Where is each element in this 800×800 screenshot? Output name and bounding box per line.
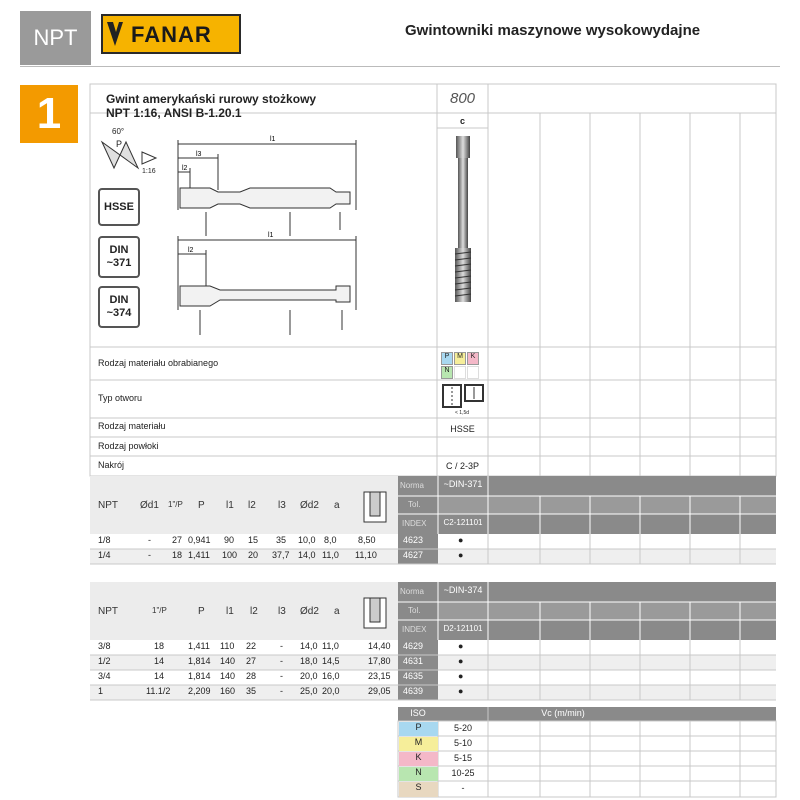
cell-x: 17,80 — [368, 656, 391, 666]
t2-col-l1: l1 — [226, 606, 234, 617]
cell-x: 14,40 — [368, 641, 391, 651]
badge-din-374: DIN ~374 — [98, 286, 140, 328]
cell-x: 29,05 — [368, 686, 391, 696]
tool-material-value: HSSE — [450, 424, 475, 434]
cell-l3: 35 — [276, 535, 287, 545]
table-row — [0, 686, 800, 701]
cell-tpi: 14 — [154, 656, 165, 666]
cell-l3: 37,7 — [272, 550, 290, 560]
chamfer-value: C / 2-3P — [445, 461, 479, 471]
chip-m: M — [454, 352, 466, 365]
t1-norma-label: Norma — [400, 481, 425, 490]
t2-index-label: INDEX — [402, 625, 427, 634]
t2-col-l3: l3 — [278, 606, 286, 617]
cell-avail: ● — [458, 686, 464, 696]
t1-col-tpi: 1"/P — [168, 500, 183, 509]
cell-l1: 140 — [220, 656, 236, 666]
t2-tol-label: Tol. — [408, 606, 421, 615]
cell-l2: 20 — [248, 550, 259, 560]
t2-col-tpi: 1"/P — [152, 606, 167, 615]
cell-d2: 18,0 — [300, 656, 318, 666]
product-name-line2: NPT 1:16, ANSI B-1.20.1 — [106, 106, 242, 120]
cell-tpi: 18 — [154, 641, 165, 651]
cell-code: 4629 — [403, 641, 424, 651]
cell-npt: 1/4 — [98, 550, 111, 560]
svg-text:l2: l2 — [188, 247, 194, 254]
thread-angle: 60° — [112, 127, 125, 136]
cell-npt: 1/2 — [98, 656, 111, 666]
t1-tol-label: Tol. — [408, 500, 421, 509]
cell-code: 4623 — [403, 535, 424, 545]
cell-d1: - — [148, 550, 151, 560]
t2-col-npt: NPT — [98, 606, 118, 617]
thread-pitch-symbol: P — [116, 139, 123, 149]
svg-text:l2: l2 — [182, 165, 188, 172]
product-name-line1: Gwint amerykański rurowy stożkowy — [106, 92, 317, 106]
t2-col-l2: l2 — [250, 606, 258, 617]
table-row — [0, 550, 800, 565]
cell-tpi: 27 — [172, 535, 183, 545]
chamfer-label: Nakrój — [98, 460, 125, 470]
cell-l2: 15 — [248, 535, 259, 545]
cell-code: 4635 — [403, 671, 424, 681]
taper-ratio: 1:16 — [142, 168, 156, 175]
t1-col-p: P — [198, 500, 205, 511]
iso-cell-k: K — [399, 752, 438, 766]
cell-l3: - — [280, 671, 283, 681]
chip-n: N — [441, 366, 453, 379]
cell-l3: - — [280, 641, 283, 651]
cell-avail: ● — [458, 671, 464, 681]
category-tag: NPT — [20, 11, 91, 65]
cell-a: 11,0 — [322, 641, 339, 651]
cell-tpi: 14 — [154, 671, 165, 681]
cell-npt: 1 — [98, 686, 104, 696]
cell-d2: 10,0 — [298, 535, 316, 545]
cell-tpi: 11.1/2 — [146, 686, 171, 696]
table-row — [0, 535, 800, 550]
cell-l2: 28 — [246, 671, 257, 681]
cell-npt: 3/4 — [98, 671, 111, 681]
cell-p: 1,411 — [188, 641, 210, 651]
section-number: 1 — [20, 85, 78, 143]
table-row — [0, 641, 800, 656]
cell-npt: 3/8 — [98, 641, 111, 651]
page-title: Gwintowniki maszynowe wysokowydajne — [405, 22, 701, 39]
cell-avail: ● — [458, 550, 464, 560]
t2-col-a: a — [334, 606, 340, 617]
cell-d2: 20,0 — [300, 671, 318, 681]
t2-norma-value: ~DIN-374 — [443, 585, 483, 595]
t2-col-d2: Ød2 — [300, 606, 319, 617]
cell-l2: 35 — [246, 686, 257, 696]
vc-header: Vc (m/min) — [541, 708, 585, 718]
t1-index-value: C2-121101 — [443, 518, 483, 527]
cell-l1: 100 — [222, 550, 238, 560]
cell-d2: 25,0 — [300, 686, 318, 696]
t1-norma-value: ~DIN-371 — [443, 479, 483, 489]
iso-cell-s: S — [399, 782, 438, 797]
tool-material-label: Rodzaj materiału — [98, 421, 166, 431]
cell-a: 16,0 — [322, 671, 340, 681]
t1-col-d1: Ød1 — [140, 500, 159, 511]
vc-cell-k: 5-15 — [453, 753, 472, 763]
cell-l2: 27 — [246, 656, 257, 666]
t2-col-p: P — [198, 606, 205, 617]
cell-l3: - — [280, 656, 283, 666]
chip-k: K — [467, 352, 479, 365]
t1-col-d2: Ød2 — [300, 500, 319, 511]
t1-hole-icon — [358, 490, 392, 524]
cell-tpi: 18 — [172, 550, 183, 560]
chip-s — [454, 366, 466, 379]
tap-drawing — [160, 130, 360, 340]
t1-col-l1: l1 — [226, 500, 234, 511]
cell-d2: 14,0 — [300, 641, 318, 651]
table-row — [0, 671, 800, 686]
brand-name: FANAR — [131, 22, 212, 47]
t2-hole-icon — [358, 596, 392, 630]
cell-d1: - — [148, 535, 151, 545]
iso-cell-n: N — [399, 767, 438, 781]
svg-text:l3: l3 — [196, 151, 202, 158]
cell-l1: 160 — [220, 686, 236, 696]
cell-p: 0,941 — [188, 535, 211, 545]
hole-type-icon — [441, 383, 485, 409]
svg-text:l1: l1 — [268, 232, 274, 239]
svg-text:l1: l1 — [270, 136, 276, 143]
cell-l2: 22 — [246, 641, 257, 651]
cell-p: 1,814 — [188, 656, 211, 666]
vc-cell-m: 5-10 — [453, 738, 472, 748]
cell-l1: 110 — [220, 641, 235, 651]
cell-p: 2,209 — [188, 686, 211, 696]
cell-avail: ● — [458, 535, 464, 545]
t2-index-value: D2-121101 — [443, 624, 483, 633]
cell-a: 11,0 — [322, 550, 339, 560]
t1-col-a: a — [334, 500, 340, 511]
vc-cell-s: - — [461, 783, 465, 793]
material-label: Rodzaj materiału obrabianego — [98, 358, 219, 368]
cell-x: 11,10 — [355, 550, 377, 560]
iso-cell-p: P — [399, 722, 438, 736]
chip-p: P — [441, 352, 453, 365]
cell-avail: ● — [458, 641, 464, 651]
hole-type-label: Typ otworu — [98, 393, 143, 403]
cell-x: 8,50 — [358, 535, 376, 545]
cell-code: 4627 — [403, 550, 424, 560]
cell-d2: 14,0 — [298, 550, 316, 560]
product-subcode: c — [459, 116, 465, 126]
iso-header: ISO — [410, 708, 426, 718]
cell-code: 4631 — [403, 656, 424, 666]
chip-h — [467, 366, 479, 379]
coating-label: Rodzaj powłoki — [98, 441, 159, 451]
badge-hsse: HSSE — [98, 188, 140, 226]
material-chips — [441, 352, 479, 379]
table-row — [0, 656, 800, 671]
cell-a: 20,0 — [322, 686, 340, 696]
iso-cell-m: M — [399, 737, 438, 751]
product-name — [106, 92, 316, 120]
cell-l3: - — [280, 686, 283, 696]
cell-npt: 1/8 — [98, 535, 111, 545]
cell-a: 8,0 — [324, 535, 337, 545]
cell-p: 1,814 — [188, 671, 211, 681]
t1-col-l3: l3 — [278, 500, 286, 511]
t1-col-npt: NPT — [98, 500, 118, 511]
t2-norma-label: Norma — [400, 587, 425, 596]
cell-a: 14,5 — [322, 656, 340, 666]
t1-col-l2: l2 — [248, 500, 256, 511]
product-code: 800 — [449, 90, 476, 107]
t1-index-label: INDEX — [402, 519, 427, 528]
cell-p: 1,411 — [188, 550, 210, 560]
cell-code: 4639 — [403, 686, 424, 696]
badge-din-371: DIN ~371 — [98, 236, 140, 278]
vc-cell-p: 5-20 — [453, 723, 472, 733]
cell-avail: ● — [458, 656, 464, 666]
vc-cell-n: 10-25 — [451, 768, 475, 778]
tap-image — [448, 134, 478, 304]
cell-l1: 90 — [224, 535, 235, 545]
hole-note: < 1,5d — [455, 410, 470, 416]
cell-l1: 140 — [220, 671, 236, 681]
cell-x: 23,15 — [368, 671, 391, 681]
